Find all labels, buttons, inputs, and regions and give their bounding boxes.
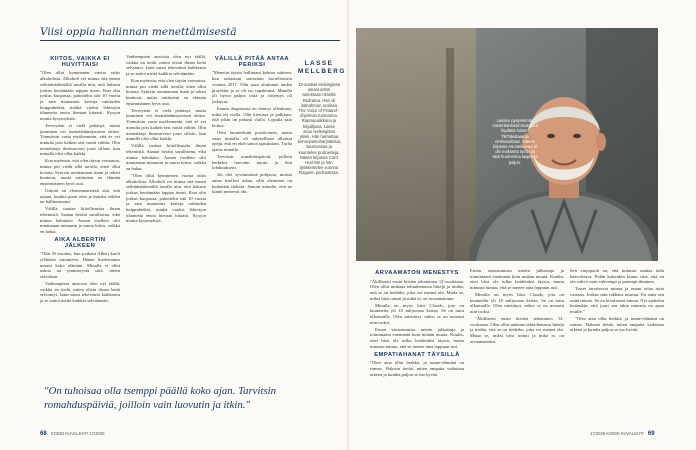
section-heading: EMPATIAHANAT TÄYSILLÄ [374,351,460,358]
column-6 [570,268,664,420]
section-heading: ARVAAMATON MENESTYS [375,270,459,276]
paragraph: Terveyteni ei vielä pettänyt, mutta juominen vei itsemäärääntymisen ohitse. Ymmärsin vasta myöhemmin, että se vei minulta pois kaiken sen, mistä välitin. Olin menettänyt ihmisarvoni juuri silloin, kun minulla olisi ollut kaikki. [40,122,120,157]
photo-caption: Lassen pysyvimmät mielenkiintoisimmat jutut löydätte hänen TikTokistaan ja nettisivuiltaan. Hänen kirjansa Asuntolainaa ei ole maksettu luettu ja siitä huomenna laajempi paljon. [492,118,538,165]
paragraph: "Äkillisesti ensin biisien tekeminen 12-vuotiaana. Olen ollut mukana tehtailemassa hittejä ja tiedän, että se on tiedätko, joka voi mennä ohi. Mutta se, miksi biisi toimii ja mikä ei, on arvaamatonta. [370,278,464,301]
paragraph: Minulla on myös biisi Clouds, jota on kuunneltu yli 10 miljoonaa kertaa. Se on tuttu ulkomaille. Olen miettinyt, miksi se on noussut niin isoksi. [470,292,564,315]
column-5 [470,268,564,420]
paragraph: "Menetin täysin hallintani kehoni suhteen, kun sairastuin sairastuin borrelioosiin vuonna 2017. Olin juuri aloittanut uuden projektin ja se oli iso tapahtuma. Minulla oli hyvin paljon töitä ja väsymys oli jatkuvaa. [212,70,292,104]
paragraph: Vanhempieni ansiosta olen nyt täällä, vaikka en tiedä, miten olisin ilman heitä selvinnyt. Isäni sanoi tekevänsä kaikkensa ja se auttoi meitä kaikkia selviämään. [126,54,206,77]
article-title: Viisi oppia hallinnan menettämisestä [40,26,237,38]
paragraph: Olen luonteeltani positiivinen, mutta vaan minulla oli suhteellisen alhaisia opeja, että en ehdi sanoa ajatuksiani. Turha ajatus minulle. [212,129,292,152]
author-bio: 43-vuotias Helsingissä asuva artisti tunnetaan nimellä Redrama. Hän oli isähahmon roolissa The Voice of Finland -ohjelman tuomarina. Rapmuusikkona ja kirjailijana. Lasse asuu Helsingissä yksin. Hän harrastaa kehonpainoharjoittelua, saunomista ja kuuntelee podcasteja. Hänen kirjansa Can't Hurt Me ja hän työskentelee vuonna Roganin podcastissa. [298,82,342,176]
paragraph: "Olin 35-vuotias, kun poikani Albert kuoli yllättäen sairauteen. Hänen kuolemansa muutti koko elämäni. Minulla ei ollut uskoa tai ymmärrystä siitä, miten selviäisin. [40,251,120,280]
paragraph: Terveyteni ei vielä pettänyt, mutta juominen vei itsemäärääntymisen ohitse. Ymmärsin vasta myöhemmin, että se vei minulta pois kaiken sen, mistä välitin. Olin menettänyt ihmisarvoni juuri silloin, kun minulla olisi ollut kaikki. [126,107,206,142]
section-heading: VÄLILLÄ PITÄÄ ANTAA PERIKSI [214,56,290,68]
paragraph: Minulla on myös biisi Clouds, jota on kuunneltu yli 10 miljoonaa kertaa. Se on tuttu ulkomaille. Olen miettinyt, miksi se on noussut niin isoksi. [370,302,464,325]
left-footer [40,431,105,437]
column-4 [370,268,464,420]
paragraph: "Olen aina ollut herkkä, ja tunne-elämäni on runsas. Halusin tietää, miten empatia vaikuttaa arkeen ja kuinka paljon se tuo hyvää. [370,360,464,377]
author-byline [298,60,346,76]
paragraph: Ennen diagnoosia en tiennyt ollenkaan, mikä oli vialla. Olin kivuissa ja pelkäsin, että jokin on pahasti vialla. Lopulta sain hoitoa. [212,105,292,128]
paragraph: Kun myönsin, että olen täysin voimaton, minua piti viedä sillä tavalla, etten ollut kotona. Syntyin asentamaan itseni ja taloni kuntoon, mutta raittiuteni on elämän ensimmäinen hyvä asia. [126,78,206,106]
column-1 [40,54,120,374]
paragraph: Kun myönsin, että olen täysin voimaton, minua piti viedä sillä tavalla, etten ollut kotona. Syntyin asentamaan itseni ja taloni kuntoon, mutta raittiuteni on elämän ensimmäinen hyvä asia. [40,158,120,187]
paragraph: "Olen ollut kymmenen vuotta raitis alkoholista. Alkoholi vei minua sitä ennen selittämättömällä tavalla niin, että halusin joskus heräämään tappaa itseni. Kun olin joskus kuopassa, pahoitelin sitä 10 vuotta ja sain muutamia kertoja raittiuden huippuhetkiä, minkä vuoksi lähestyin tilannetta ensin hieman hitaasti. Kysyin monia kysymyksiä. [126,172,206,224]
paragraph: Vanhempieni ansiosta olen nyt täällä, vaikka en tiedä, miten olisin ilman heitä selvinnyt. Isäni sanoi tekevänsä kaikkensa ja se auttoi meitä kaikkia selviämään. [40,280,120,304]
paragraph: Ensen sairastumista mietin julkaisuja ja toimintaani enemmän kuin mitään muuta. Kuulin, ettei biisi ole tullut hoidetuksi täysin, mutta minusta tuntuu, että se menee aina loppuun asti. [370,326,464,349]
pull-quote: "On tuhoisaa olla tsemppi päällä koko ajan. Tarvitsin romahduspäiviä, joilloin vain luovutin ja itkin." [44,385,277,411]
paragraph: Tarvitsin romahduspäivät, joilloin hetkeksi luovutin täysin ja löin lohdutukseni. [212,153,292,171]
right-page-number: 69 [647,431,655,437]
paragraph: Välillä saattaa kiitollisuutta ilman tekemistä. Saatan herätä surullisena, eikä minua haluttaisi. Annan itselleni silti muutaman minuutin ja sanon kiitos, vaikka en halua. [40,206,120,235]
right-footer-text: 17/2025 KODIN KUVALEHTI [590,431,644,436]
paragraph: Sen varjopuoli on, että minusta saattaa tulla haavoittuva. Pidän kuitenkin kiinni siitä, että en ole vahva vaan vahvempi ja parempi ihminen. [570,268,664,285]
page-gutter [347,0,349,450]
title-rule [40,40,340,41]
author-first-name: LASSE [304,60,334,67]
section-heading: AIKA ALBERTIN JÄLKEEN [54,236,106,249]
paragraph: "Olen ollut kymmenen vuotta raitis alkoholista. Alkoholi vei minua sitä ennen selittämättömällä tavalla niin, että halusin joskus heräämään tappaa itseni. Kun olin joskus kuopassa, pahoitelin sitä 10 vuotta ja sain muutamia kertoja raittiuden huippuhetkiä, minkä vuoksi lähestyin tilannetta ensin hieman hitaasti. Kysyin monia kysymyksiä. [40,70,120,122]
column-3 [212,54,292,374]
left-footer-text: KODIN KUVALEHTI 17/2025 [50,431,105,436]
right-footer [590,431,655,437]
section-heading: KIITOS, VAIKKA EI HUVITTAISI [50,56,110,68]
column-2 [126,54,206,374]
paragraph: Jos olet syvimmässä pohjassa, muista antaa itsellesi aikaa, sillä oleminen on kuitenkin tärkeää. Sanoin minulle, että ne tunnit menevät ohi. [212,172,292,195]
paragraph: "Olen aina ollut herkkä, ja tunne-elämäni on runsas. Halusin tietää, miten empatia vaikuttaa arkeen ja kuinka paljon se tuo hyvää. [570,316,664,333]
paragraph: "Äkillisesti ensin biisien tekeminen 12-vuotiaana. Olen ollut mukana tehtailemassa hittejä ja tiedän, että se on tiedätko, joka voi mennä ohi. Mutta se, miksi biisi toimii ja mikä ei, on arvaamatonta. [470,316,564,344]
left-page-number: 68 [40,431,47,437]
paragraph: Uskoni on elementaarisesti sitä, että tajuan, kuinka pieni olen ja kuinka väliäin on hallinnassani. [40,188,120,205]
paragraph: Ensen sairastumista mietin julkaisuja ja toimintaani enemmän kuin mitään muuta. Kuulin, ettei biisi ole tullut hoidetuksi täysin, mutta minusta tuntuu, että se menee aina loppuun asti. [470,268,564,291]
author-last-name: MELLBERG [298,68,346,75]
paragraph: Toiset tarvitsevat minua ja osaan ottaa asiat vastaan. Joskus niin rakkaus murtuu. En anna sen estää minua. Se on kivuliaasti minua. Nyt ajattelen kuitenkin, että juuri sen takia minusta on apua muille." [570,286,664,315]
paragraph: Välillä saattaa kiitollisuutta ilman tekemistä. Saatan herätä surullisena, eikä minua haluttaisi. Annan itselleni silti muutaman minuutin ja sanon kiitos, vaikka en halua. [126,143,206,171]
